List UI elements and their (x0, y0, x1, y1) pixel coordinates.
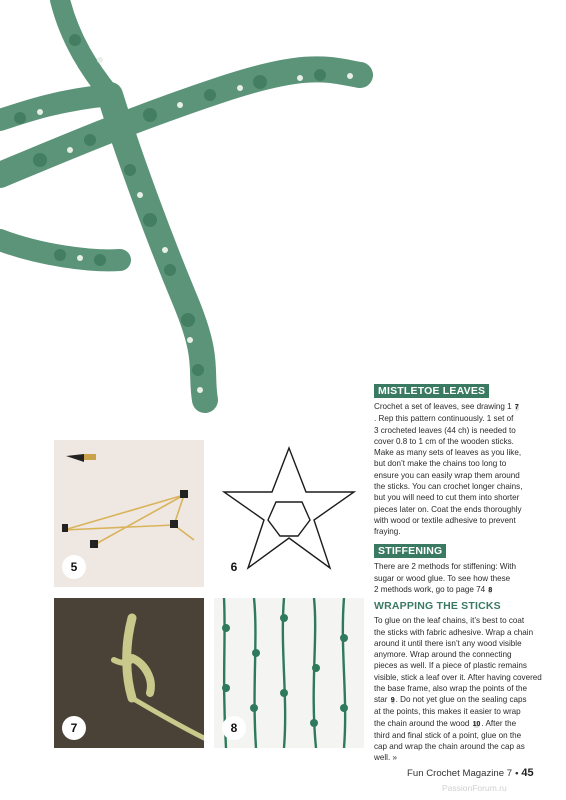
wrapping-line: To glue on the leaf chains, it’s best to coat (374, 616, 525, 626)
mistletoe-line: but don’t make the chains too long to (374, 459, 507, 469)
wrapping-line: visible, stick a leaf over it. After having covered (374, 672, 542, 682)
mistletoe-line: the sticks. You can crochet longer chains, (374, 482, 523, 492)
photo-8 (214, 598, 364, 748)
ref-badge: 7 (514, 404, 519, 412)
wrapping-line: . Do not yet glue on the sealing caps (395, 695, 527, 705)
mistletoe-line: pieces later on. Coat the ends thoroughly (374, 504, 522, 514)
wrapping-line: . After the (481, 718, 517, 728)
wrapping-line: the base frame, also wrap the points of the (374, 684, 527, 694)
mistletoe-heading: MISTLETOE LEAVES (374, 384, 489, 398)
photo-5 (54, 440, 204, 587)
mistletoe-line: but you will need to cut them into shorter (374, 493, 520, 503)
mistletoe-line: ensure you can easily wrap them around (374, 470, 520, 480)
footer-bullet: • (515, 768, 519, 779)
wrapping-line: anymore. Wrap around the connecting (374, 650, 512, 660)
watermark: PassionForum.ru (442, 783, 507, 793)
stiffening-line: There are 2 methods for stiffening: With (374, 562, 517, 572)
stiffening-heading: STIFFENING (374, 544, 446, 558)
photo-number-5: 5 (62, 555, 86, 579)
mistletoe-line: Make as many sets of leaves as you like, (374, 448, 522, 458)
wrapping-heading: WRAPPING THE STICKS (374, 600, 501, 612)
photo-number-8: 8 (222, 716, 246, 740)
stiffening-body (374, 561, 542, 596)
mistletoe-line: . Rep this pattern continuously. 1 set of (374, 414, 514, 424)
wrapping-body (374, 615, 542, 763)
photo-6 (214, 440, 364, 587)
mistletoe-line: Crochet a set of leaves, see drawing 1 (374, 402, 512, 412)
wrapping-line: star (374, 695, 388, 705)
ref-badge: 9 (390, 697, 395, 705)
page-footer (407, 767, 534, 779)
photo-number-6: 6 (222, 555, 246, 579)
wrapping-line: pieces as well. If a piece of plastic remains (374, 661, 527, 671)
page-number: 45 (521, 767, 534, 779)
stiffening-section (374, 544, 542, 596)
ref-badge: 8 (488, 586, 493, 594)
wrapping-line: third and final stick of a point, glue on the (374, 730, 522, 740)
mistletoe-line: with wood or textile adhesive to prevent (374, 515, 516, 525)
mistletoe-section (374, 384, 542, 538)
mistletoe-star-photo (0, 0, 400, 420)
photo-7 (54, 598, 204, 748)
ref-badge: 10 (472, 720, 481, 728)
wrapping-section (374, 601, 542, 764)
photo-number-7: 7 (62, 716, 86, 740)
magazine-name: Fun Crochet Magazine 7 (407, 768, 513, 779)
wrapping-line: the chain around the wood (374, 718, 470, 728)
mistletoe-line: 3 crocheted leaves (44 ch) is needed to (374, 425, 516, 435)
wrapping-line: cap and wrap the chain around the cap as well. (374, 741, 525, 763)
stiffening-line: 2 methods work, go to page 74 (374, 584, 486, 594)
mistletoe-line: cover 0.8 to 1 cm of the wooden sticks. (374, 436, 514, 446)
wrapping-line: the sticks with fabric adhesive. Wrap a chain (374, 627, 534, 637)
stiffening-line: sugar or wood glue. To see how these (374, 573, 511, 583)
mistletoe-body (374, 401, 542, 537)
wrapping-line: around it until there isn’t any wood visible (374, 638, 522, 648)
continue-mark: » (392, 753, 397, 763)
wrapping-line: at the points, this makes it easier to wrap (374, 707, 521, 717)
mistletoe-line: fraying. (374, 527, 401, 537)
